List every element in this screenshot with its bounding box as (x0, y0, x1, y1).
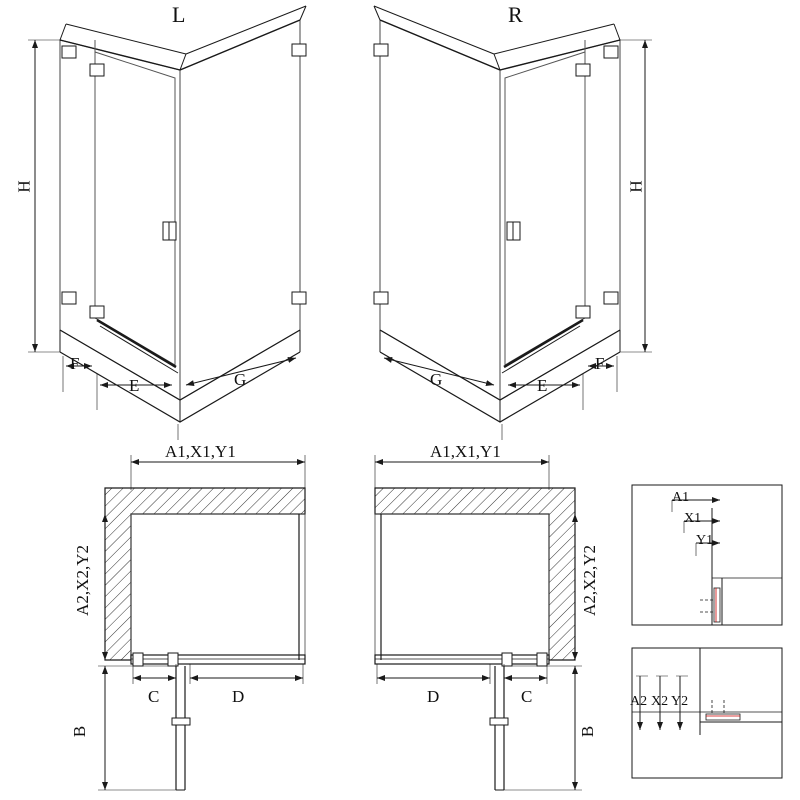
detail-top-row-a1: A1 (672, 490, 690, 505)
plan-view-right (375, 455, 582, 790)
dim-a2x2y2-right: A2,X2,Y2 (580, 545, 599, 616)
dim-b-left: B (70, 725, 90, 738)
dim-d-left: D (232, 687, 245, 706)
detail-top-row-x1: X1 (684, 511, 702, 526)
dim-a1x1y1-right: A1,X1,Y1 (430, 442, 501, 461)
detail-bottom-right (632, 648, 782, 778)
dim-f-right: F (595, 354, 605, 373)
dim-f-left: F (70, 354, 80, 373)
dim-g-right: G (430, 370, 443, 389)
dim-a2x2y2-left: A2,X2,Y2 (73, 545, 92, 616)
dim-height-left: H (14, 180, 34, 193)
dim-height-right: H (626, 180, 646, 193)
dim-e-right: E (537, 376, 548, 395)
detail-bottom-row-x2: X2 (651, 694, 669, 709)
iso-view-right (374, 2, 652, 440)
view-label-right: R (508, 2, 523, 27)
dim-c-right: C (521, 687, 533, 706)
detail-top-row-y1: Y1 (696, 533, 714, 548)
dim-c-left: C (148, 687, 160, 706)
plan-view-left (98, 455, 305, 790)
dim-b-right: B (578, 725, 598, 738)
view-label-left: L (172, 2, 186, 27)
dim-a1x1y1-left: A1,X1,Y1 (165, 442, 236, 461)
detail-bottom-row-y2: Y2 (671, 694, 689, 709)
dim-g-left: G (234, 370, 247, 389)
iso-view-left (28, 2, 306, 440)
detail-top-right (632, 485, 782, 625)
dim-d-right: D (427, 687, 440, 706)
detail-bottom-row-a2: A2 (630, 694, 648, 709)
dim-e-left: E (129, 376, 140, 395)
